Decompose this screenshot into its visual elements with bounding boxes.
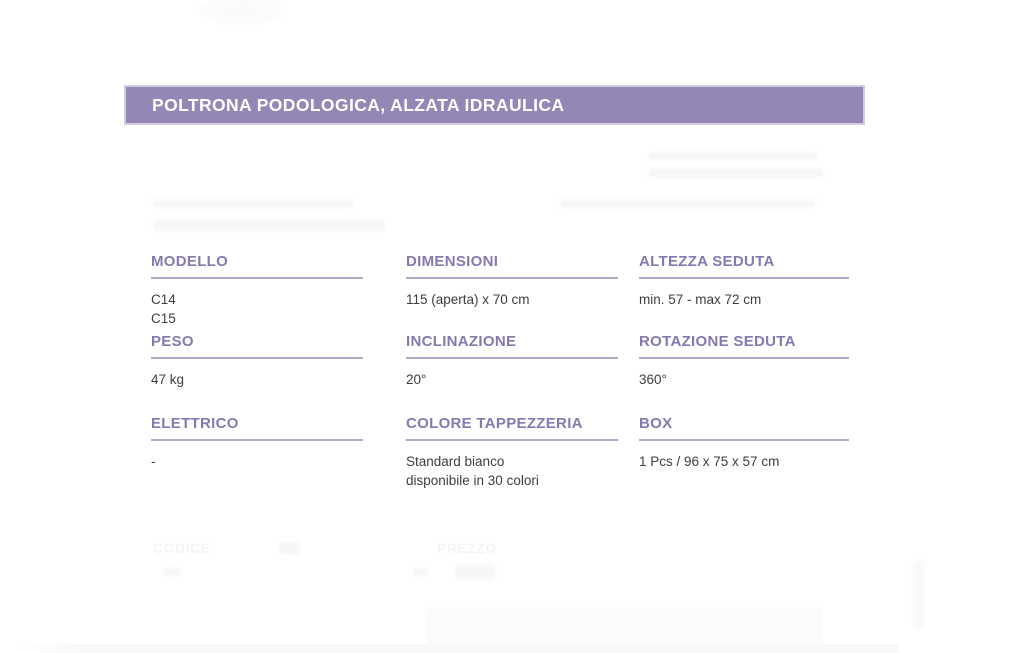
scan-smudge-top	[196, 0, 288, 26]
spec-cell-dimensioni	[406, 253, 618, 309]
spec-value: -	[151, 454, 156, 469]
spec-underline	[639, 439, 849, 441]
ghost-smudge	[413, 568, 427, 577]
ghost-smudge	[153, 219, 385, 231]
spec-label: ELETTRICO	[151, 415, 239, 432]
ghost-smudge	[278, 542, 300, 554]
spec-label: DIMENSIONI	[406, 253, 499, 270]
spec-underline	[406, 277, 618, 279]
ghost-smudge	[455, 565, 495, 579]
spec-value: C15	[151, 311, 176, 326]
spec-value: 47 kg	[151, 372, 185, 387]
spec-underline	[151, 439, 363, 441]
ghost-smudge	[648, 152, 818, 161]
ghost-smudge-vertical	[914, 560, 924, 628]
spec-cell-peso	[151, 333, 363, 389]
spec-label: BOX	[639, 415, 673, 432]
spec-cell-rotazione-seduta	[639, 333, 849, 389]
spec-underline	[151, 277, 363, 279]
spec-value: min. 57 - max 72 cm	[639, 292, 762, 307]
spec-value: 115 (aperta) x 70 cm	[406, 292, 530, 307]
spec-cell-elettrico	[151, 415, 363, 471]
spec-label: MODELLO	[151, 253, 229, 270]
spec-label: PESO	[151, 333, 194, 350]
spec-cell-inclinazione	[406, 333, 618, 389]
spec-value: C14	[151, 292, 176, 307]
spec-underline	[639, 277, 849, 279]
spec-value: Standard bianco	[406, 454, 505, 469]
spec-value: 360°	[639, 372, 667, 387]
spec-underline	[406, 439, 618, 441]
ghost-text-codice: CODICE	[153, 540, 211, 556]
spec-underline	[406, 357, 618, 359]
spec-cell-box	[639, 415, 849, 471]
spec-cell-colore-tappezzeria	[406, 415, 618, 490]
ghost-smudge	[648, 168, 824, 178]
spec-underline	[151, 357, 363, 359]
page-title: POLTRONA PODOLOGICA, ALZATA IDRAULICA	[152, 94, 565, 115]
spec-label: COLORE TAPPEZZERIA	[406, 415, 583, 432]
ghost-smudge	[163, 568, 181, 577]
spec-value: 1 Pcs / 96 x 75 x 57 cm	[639, 454, 780, 469]
spec-cell-altezza-seduta	[639, 253, 849, 309]
spec-label: ROTAZIONE SEDUTA	[639, 333, 796, 350]
section-header-bar	[124, 85, 865, 125]
ghost-text-prezzo: PREZZO	[437, 540, 497, 556]
ghost-smudge	[560, 199, 815, 208]
spec-cell-modello	[151, 253, 363, 328]
spec-value: 20°	[406, 372, 427, 387]
spec-underline	[639, 357, 849, 359]
spec-value: disponibile in 30 colori	[406, 473, 539, 488]
scan-band-bottom-strip	[18, 644, 898, 653]
ghost-smudge	[153, 199, 353, 208]
spec-label: ALTEZZA SEDUTA	[639, 253, 775, 270]
spec-label: INCLINAZIONE	[406, 333, 517, 350]
